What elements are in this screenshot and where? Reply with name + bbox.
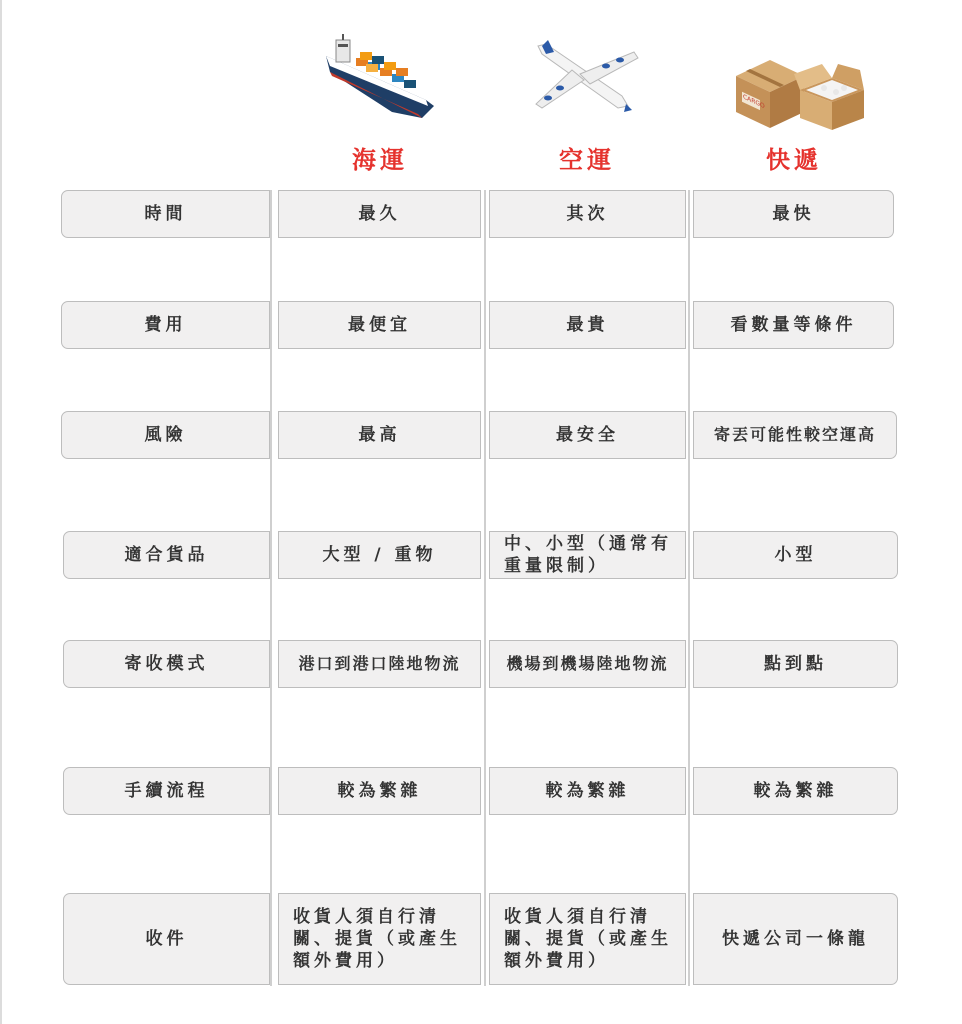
cell-text: 點到點 (764, 654, 827, 674)
cell-text: 最久 (358, 204, 401, 224)
row-label (63, 640, 270, 688)
cell-sea (278, 411, 481, 459)
cell-text: 寄丟可能性較空運高 (713, 425, 876, 444)
row-label-text: 時間 (144, 204, 187, 224)
column-divider (484, 190, 486, 986)
cell-air (489, 411, 686, 459)
cell-express (693, 531, 898, 579)
cell-text: 機場到機場陸地物流 (506, 654, 669, 673)
row-label-text: 寄收模式 (124, 654, 209, 674)
column-title-sea: 海運 (352, 146, 408, 174)
page-left-border (0, 0, 2, 1024)
cell-text: 收貨人須自行清關、提貨（或產生額外費用） (293, 907, 461, 971)
cell-sea (278, 301, 481, 349)
cell-sea (278, 531, 481, 579)
parcel-boxes-icon (734, 46, 866, 130)
cell-text: 中、小型（通常有重量限制） (504, 534, 672, 576)
cell-express (693, 190, 894, 238)
row-label-text: 風險 (144, 425, 187, 445)
cell-text: 較為繁雜 (545, 781, 630, 801)
cell-sea (278, 640, 481, 688)
cell-air (489, 190, 686, 238)
cell-text: 較為繁雜 (337, 781, 422, 801)
row-label-text: 適合貨品 (124, 545, 209, 565)
cell-air (489, 531, 686, 579)
column-title-air: 空運 (559, 146, 615, 174)
column-title-express: 快遞 (766, 146, 822, 174)
row-label (63, 767, 270, 815)
cell-text: 較為繁雜 (753, 781, 838, 801)
row-label-text: 費用 (144, 315, 187, 335)
cell-text: 港口到港口陸地物流 (298, 654, 461, 673)
cell-express (693, 767, 898, 815)
cell-text: 快遞公司一條龍 (722, 929, 869, 949)
row-label-text: 收件 (145, 929, 188, 949)
cell-sea (278, 190, 481, 238)
column-divider (688, 190, 690, 986)
cell-air (489, 893, 686, 985)
cell-sea (278, 767, 481, 815)
cell-text: 最高 (358, 425, 401, 445)
row-label-text: 手續流程 (124, 781, 209, 801)
cell-text: 收貨人須自行清關、提貨（或產生額外費用） (504, 907, 672, 971)
cell-air (489, 301, 686, 349)
cell-sea (278, 893, 481, 985)
cell-text: 最快 (772, 204, 815, 224)
row-label (61, 301, 270, 349)
row-label (61, 411, 270, 459)
row-label (63, 531, 270, 579)
cell-express (693, 893, 898, 985)
cell-text: 小型 (774, 545, 817, 565)
cell-text: 看數量等條件 (730, 315, 857, 335)
cell-express (693, 640, 898, 688)
cargo-ship-icon (322, 34, 440, 124)
cell-text: 最便宜 (348, 315, 411, 335)
row-label (61, 190, 270, 238)
cell-air (489, 767, 686, 815)
cell-text: 最貴 (566, 315, 609, 335)
column-divider (270, 190, 272, 986)
cell-air (489, 640, 686, 688)
cell-express (693, 301, 894, 349)
box-cargo-label: CARGO (743, 93, 765, 111)
cell-text: 最安全 (556, 425, 619, 445)
cell-express (693, 411, 897, 459)
airplane-icon (532, 40, 640, 116)
row-label (63, 893, 270, 985)
cell-text: 大型 / 重物 (322, 545, 437, 565)
cell-text: 其次 (566, 204, 609, 224)
